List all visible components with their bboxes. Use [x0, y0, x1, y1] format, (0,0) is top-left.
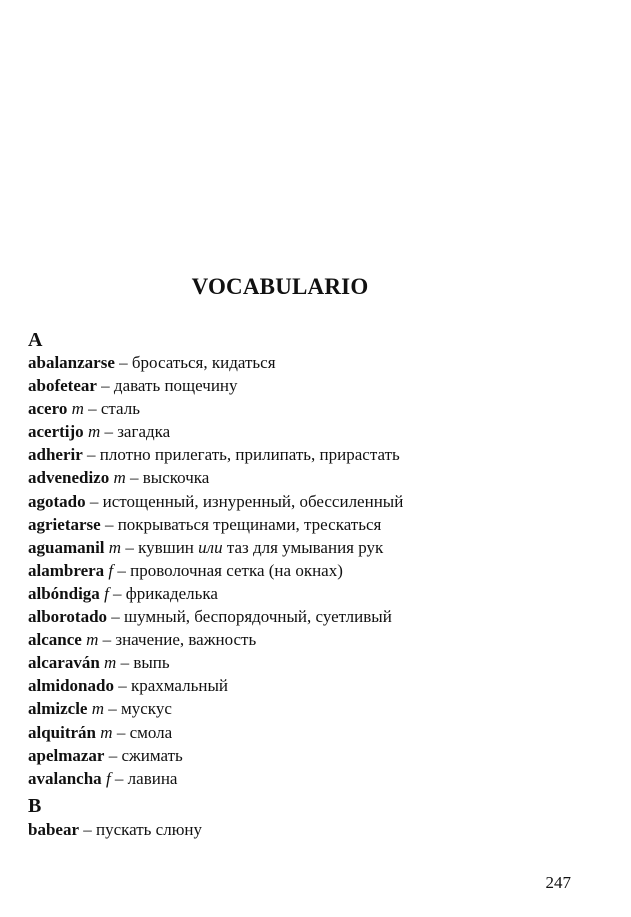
entry-term: almidonado [28, 676, 114, 696]
list-item [28, 697, 403, 720]
list-item [28, 397, 403, 420]
entry-gram: f [99, 583, 109, 603]
entry-term: almizcle [28, 699, 88, 719]
entry-term: adherir [28, 445, 83, 465]
section-letter-b: B [28, 795, 42, 817]
entry-definition: – выпь [116, 653, 170, 673]
entry-definition: – сталь [83, 399, 140, 419]
definition-conjunction: или [198, 537, 223, 557]
entry-term: acertijo [28, 422, 84, 442]
list-item [28, 420, 403, 443]
list-item [28, 490, 403, 513]
list-item [28, 818, 202, 841]
entry-term: alambrera [28, 560, 105, 580]
list-item [28, 628, 403, 651]
list-item [28, 536, 403, 559]
vocabulary-list-b [28, 818, 202, 841]
list-item [28, 443, 403, 466]
list-item [28, 605, 403, 628]
entry-gram: m [109, 468, 126, 488]
entry-definition: – пускать слюну [79, 820, 203, 839]
entry-definition: – бросаться, кидаться [114, 353, 276, 372]
section-letter-a: A [28, 329, 43, 351]
entry-term: alquitrán [28, 722, 97, 742]
entry-term: abofetear [28, 376, 97, 396]
entry-definition: – давать пощечину [96, 376, 238, 396]
entry-term: aguamanil [28, 537, 105, 557]
entry-term: advenedizo [28, 468, 110, 488]
list-item [28, 744, 403, 767]
page-title: VOCABULARIO [191, 274, 369, 299]
entry-term: abalanzarse [28, 353, 115, 372]
list-item [28, 559, 403, 582]
entry-definition: – плотно прилегать, прилипать, прирастать [82, 445, 400, 465]
entry-term: acero [28, 399, 68, 419]
entry-gram: f [101, 768, 111, 788]
list-item [28, 721, 403, 744]
list-item [28, 767, 403, 790]
entry-definition: – покрываться трещинами, трескаться [100, 514, 382, 534]
entry-term: agotado [28, 491, 86, 511]
entry-term: albóndiga [28, 583, 100, 603]
entry-term: babear [28, 820, 79, 839]
list-item [28, 351, 403, 374]
entry-term: alcance [28, 630, 82, 650]
entry-gram: m [96, 722, 113, 742]
entry-definition: – смола [112, 722, 173, 742]
entry-term: avalancha [28, 768, 102, 788]
entry-definition: – фрикаделька [108, 583, 218, 603]
entry-definition: – крахмальный [113, 676, 228, 696]
page-number: 247 [545, 873, 571, 892]
list-item [28, 513, 403, 536]
entry-gram: m [87, 699, 104, 719]
entry-definition: – мускус [104, 699, 172, 719]
list-item [28, 674, 403, 697]
list-item [28, 466, 403, 489]
entry-definition: – шумный, беспорядочный, суетливый [107, 607, 392, 627]
entry-gram: m [67, 399, 84, 419]
entry-gram: f [104, 560, 114, 580]
entry-definition: – выскочка [125, 468, 210, 488]
entry-gram: m [104, 537, 122, 557]
vocabulary-list-a [28, 351, 403, 790]
list-item [28, 651, 403, 674]
entry-definition: – истощенный, изнуренный, обессиленный [85, 491, 404, 511]
list-item [28, 374, 403, 397]
entry-term: agrietarse [28, 514, 101, 534]
entry-definition: – лавина [110, 768, 178, 788]
entry-definition: – сжимать [104, 745, 183, 765]
entry-definition: – проволочная сетка (на окнах) [113, 560, 343, 580]
entry-term: alborotado [28, 607, 108, 627]
entry-definition: – загадка [100, 422, 171, 442]
entry-gram: m [83, 422, 101, 442]
entry-term: apelmazar [28, 745, 105, 765]
entry-definition: – значение, важность [98, 630, 257, 650]
entry-definition: – кувшин или таз для умывания рук [121, 537, 384, 557]
entry-term: alcaraván [28, 653, 100, 673]
list-item [28, 582, 403, 605]
entry-gram: m [81, 630, 99, 650]
entry-gram: m [99, 653, 117, 673]
